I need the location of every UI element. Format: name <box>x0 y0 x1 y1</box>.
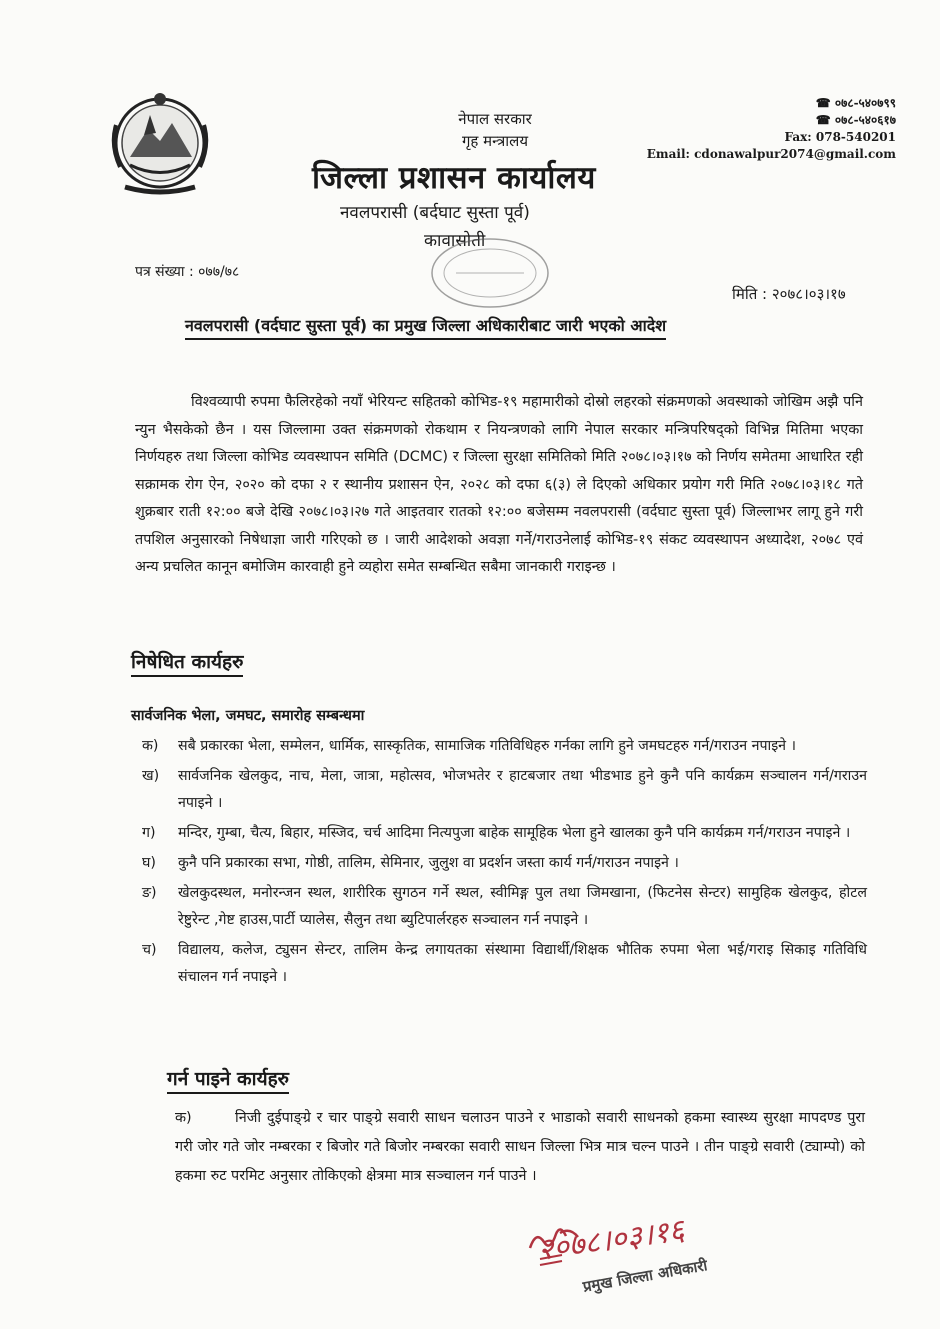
allowed-heading: गर्न पाइने कार्यहरु <box>167 1065 289 1094</box>
list-item <box>142 880 867 934</box>
phone-number-1: ☎ ०७८-५४०७९९ <box>815 96 896 110</box>
public-gathering-subheading: सार्वजनिक भेला, जमघट, समारोह सम्बन्धमा <box>131 708 365 724</box>
list-marker: च) <box>142 942 157 958</box>
prohibited-list <box>142 733 867 994</box>
list-text: विद्यालय, कलेज, ट्युसन सेन्टर, तालिम केन्द्र लगायतका संस्थामा विद्यार्थी/शिक्षक भौतिक रुपमा भेला भई/गराइ सिकाइ गतिविधि संचालन गर्न नपाइने । <box>178 942 867 985</box>
nepal-emblem-icon <box>100 85 220 195</box>
list-marker: ख) <box>142 768 160 784</box>
list-marker: क) <box>142 738 159 754</box>
list-text: मन्दिर, गुम्बा, चैत्य, बिहार, मस्जिद, चर्च आदिमा नित्यपुजा बाहेक सामूहिक भेला हुने खालका कुनै पनि कार्यक्रम गर्न/गराउन नपाइने । <box>178 825 851 841</box>
office-seal-stamp-icon <box>418 225 558 315</box>
government-name: नेपाल सरकार <box>458 110 532 128</box>
allowed-text: निजी दुईपाङ्ग्रे र चार पाङ्ग्रे सवारी साधन चलाउन पाउने र भाडाको सवारी साधनको हकमा स्वास्थ्य सुरक्षा मापदण्ड पुरा गरी जोर गते जोर नम्बरका र बिजोर गते बिजोर नम्बरका सवारी साधन जिल्ला भित्र मात्र चल्न पाउने । तीन पाङ्ग्रे सवारी (ट्याम्पो) को हकमा रुट परमिट अनुसार तोकिएको क्षेत्रमा मात्र सञ्चालन गर्न पाउने । <box>175 1110 865 1184</box>
list-marker: ग) <box>142 825 156 841</box>
list-text: खेलकुदस्थल, मनोरन्जन स्थल, शारीरिक सुगठन गर्ने स्थल, स्वीमिङ्ग पुल तथा जिमखाना, (फिटनेस सेन्टर) सामुहिक खेलकुद, होटल रेष्टुरेन्ट ,गेष्ट हाउस,पार्टी प्यालेस, सैलुन तथा ब्युटिपार्लरहरु सञ्चालन गर्न नपाइने । <box>178 885 867 928</box>
office-location: नवलपरासी (बर्दघाट सुस्ता पूर्व) <box>340 203 530 223</box>
list-marker: ङ) <box>142 885 157 901</box>
ministry-name: गृह मन्त्रालय <box>461 132 529 150</box>
list-item <box>142 733 867 760</box>
letterhead-government <box>440 108 550 152</box>
allowed-item <box>175 1104 865 1191</box>
list-item <box>142 820 867 847</box>
list-text: सार्वजनिक खेलकुद, नाच, मेला, जात्रा, महोत्सव, भोजभतेर र हाटबजार तथा भीडभाड हुने कुनै पनि कार्यक्रम सञ्चालन गर्न/गराउन नपाइने । <box>178 768 867 811</box>
email-address: Email: cdonawalpur2074@gmail.com <box>646 147 896 161</box>
order-body-paragraph: विश्वव्यापी रुपमा फैलिरहेको नयाँ भेरियन्ट सहितको कोभिड-१९ महामारीको दोस्रो लहरको संक्रमणको अवस्थाको जोखिम अझै पनि न्युन भैसकेको छैन । यस जिल्लामा उक्त संक्रमणको रोकथाम र नियन्त्रणको लागि नेपाल सरकार मन्त्रिपरिषद्को विभिन्न मितिमा भएका निर्णयहरु तथा जिल्ला कोभिड व्यवस्थापन समिति (DCMC) र जिल्ला सुरक्षा समितिको मिति २०७८।०३।१७ को निर्णय समेतमा आधारित रही सक्रामक रोग ऐन, २०२० को दफा २ र स्थानीय प्रशासन ऐन, २०२८ को दफा ६(३) ले दिएको अधिकार प्रयोग गरी मिति २०७८।०३।१८ गते शुक्रबार राती १२:०० बजे देखि २०७८।०३।२७ गते आइतवार रातको १२:०० बजेसम्म नवलपरासी (वर्दघाट सुस्ता पूर्व) जिल्लाभर लागू हुने गरी तपशिल अनुसारको निषेधाज्ञा जारी गरिएको छ । जारी आदेशको अवज्ञा गर्ने/गराउनेलाई कोभिड-१९ संकट व्यवस्थापन अध्यादेश, २०७८ एवं अन्य प्रचलित कानून बमोजिम कारवाही हुने व्यहोरा समेत सम्बन्धित सबैमा जानकारी गराइन्छ । <box>135 394 863 576</box>
reference-number: पत्र संख्या : ०७७/७८ <box>135 264 240 280</box>
office-title: जिल्ला प्रशासन कार्यालय <box>312 160 596 196</box>
list-item <box>142 850 867 877</box>
office-town: कावासोती <box>424 231 486 251</box>
list-item <box>142 763 867 817</box>
list-item <box>142 937 867 991</box>
list-marker: घ) <box>142 855 156 871</box>
list-text: कुनै पनि प्रकारका सभा, गोष्ठी, तालिम, सेमिनार, जुलुश वा प्रदर्शन जस्ता कार्य गर्न/गराउन नपाइने । <box>178 855 679 871</box>
phone-number-2: ☎ ०७८-५४०६१७ <box>815 113 896 127</box>
list-marker: क) <box>175 1110 192 1126</box>
list-text: सबै प्रकारका भेला, सम्मेलन, धार्मिक, सास्कृतिक, सामाजिक गतिविधिहरु गर्नका लागि हुने जमघटहरु गर्न/गराउन नपाइने । <box>178 738 796 754</box>
letter-date: मिति : २०७८।०३।१७ <box>732 285 846 303</box>
signature-date: २०७८।०३।१६ <box>535 1212 687 1269</box>
prohibited-heading: निषेधित कार्यहरु <box>131 648 243 677</box>
contact-info <box>647 95 896 163</box>
letter-subject: नवलपरासी (वर्दघाट सुस्ता पूर्व) का प्रमुख जिल्ला अधिकारीबाट जारी भएको आदेश <box>185 314 666 340</box>
signatory-title: प्रमुख जिल्ला अधिकारी <box>581 1256 709 1296</box>
fax-number: Fax: 078-540201 <box>784 130 896 144</box>
